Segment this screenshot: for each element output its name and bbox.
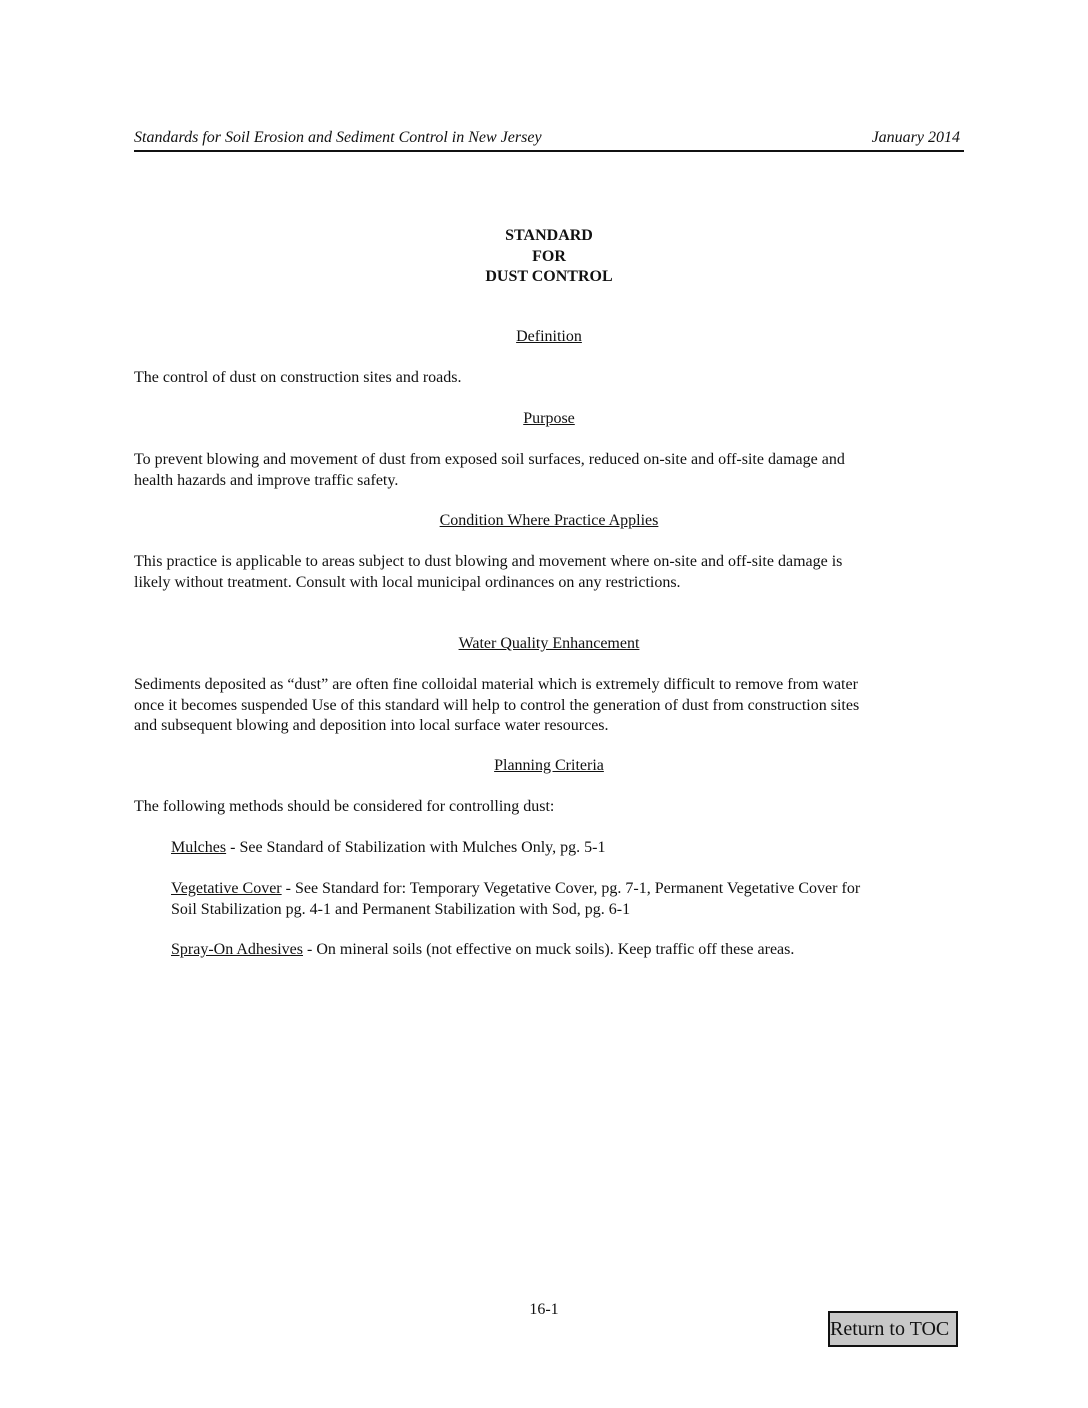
title-line-for: FOR bbox=[532, 247, 566, 265]
method-spray-on-adhesives-name: Spray-On Adhesives bbox=[171, 941, 303, 958]
condition-line-1: This practice is applicable to areas subject to dust blowing and movement where on-site and off-site damage is bbox=[134, 553, 843, 570]
heading-water-quality-text: Water Quality Enhancement bbox=[458, 635, 640, 652]
header-date: January 2014 bbox=[871, 129, 960, 146]
page-number: 16-1 bbox=[529, 1301, 559, 1318]
heading-purpose bbox=[134, 409, 964, 429]
method-vegetative-cover-name: Vegetative Cover bbox=[171, 880, 282, 897]
heading-condition bbox=[134, 511, 964, 531]
heading-planning-criteria-text: Planning Criteria bbox=[494, 757, 604, 774]
header-publication-title: Standards for Soil Erosion and Sediment Control in New Jersey bbox=[134, 129, 542, 146]
document-title bbox=[134, 226, 964, 288]
water-quality-line-2: once it becomes suspended Use of this standard will help to control the generation of dust from construction sites bbox=[134, 696, 860, 714]
title-line-subject: DUST CONTROL bbox=[485, 268, 613, 285]
heading-definition-text: Definition bbox=[516, 328, 582, 345]
planning-intro: The following methods should be considered for controlling dust: bbox=[134, 798, 555, 815]
title-line-standard: STANDARD bbox=[505, 227, 593, 244]
heading-definition bbox=[134, 327, 964, 347]
purpose-line-2: health hazards and improve traffic safety. bbox=[134, 471, 399, 489]
method-spray-on-adhesives bbox=[171, 940, 964, 961]
purpose-paragraph bbox=[134, 450, 964, 491]
definition-text: The control of dust on construction sites and roads. bbox=[134, 369, 462, 386]
condition-line-2: likely without treatment. Consult with local municipal ordinances on any restrictions. bbox=[134, 573, 681, 591]
heading-condition-text: Condition Where Practice Applies bbox=[439, 512, 659, 529]
method-vegetative-cover-text-2: Soil Stabilization pg. 4-1 and Permanent Stabilization with Sod, pg. 6-1 bbox=[171, 900, 631, 918]
water-quality-line-1: Sediments deposited as “dust” are often fine colloidal material which is extremely difficult to remove from water bbox=[134, 676, 858, 693]
heading-planning-criteria bbox=[134, 756, 964, 776]
heading-purpose-text: Purpose bbox=[523, 410, 575, 427]
purpose-line-1: To prevent blowing and movement of dust from exposed soil surfaces, reduced on-site and off-site damage and bbox=[134, 451, 845, 468]
method-spray-on-adhesives-text: - On mineral soils (not effective on muck soils). Keep traffic off these areas. bbox=[302, 941, 795, 958]
return-to-toc-button[interactable]: Return to TOC bbox=[828, 1311, 958, 1347]
method-mulches-name: Mulches bbox=[171, 839, 227, 856]
running-header bbox=[134, 128, 964, 152]
heading-water-quality bbox=[134, 634, 964, 654]
water-quality-paragraph bbox=[134, 675, 964, 737]
method-mulches bbox=[171, 838, 964, 859]
water-quality-line-3: and subsequent blowing and deposition into local surface water resources. bbox=[134, 717, 609, 734]
method-vegetative-cover-text-1: - See Standard for: Temporary Vegetative Cover, pg. 7-1, Permanent Vegetative Cover for bbox=[281, 880, 861, 897]
method-mulches-text: - See Standard of Stabilization with Mulches Only, pg. 5-1 bbox=[226, 839, 606, 856]
method-vegetative-cover bbox=[171, 879, 964, 920]
condition-paragraph bbox=[134, 552, 964, 593]
